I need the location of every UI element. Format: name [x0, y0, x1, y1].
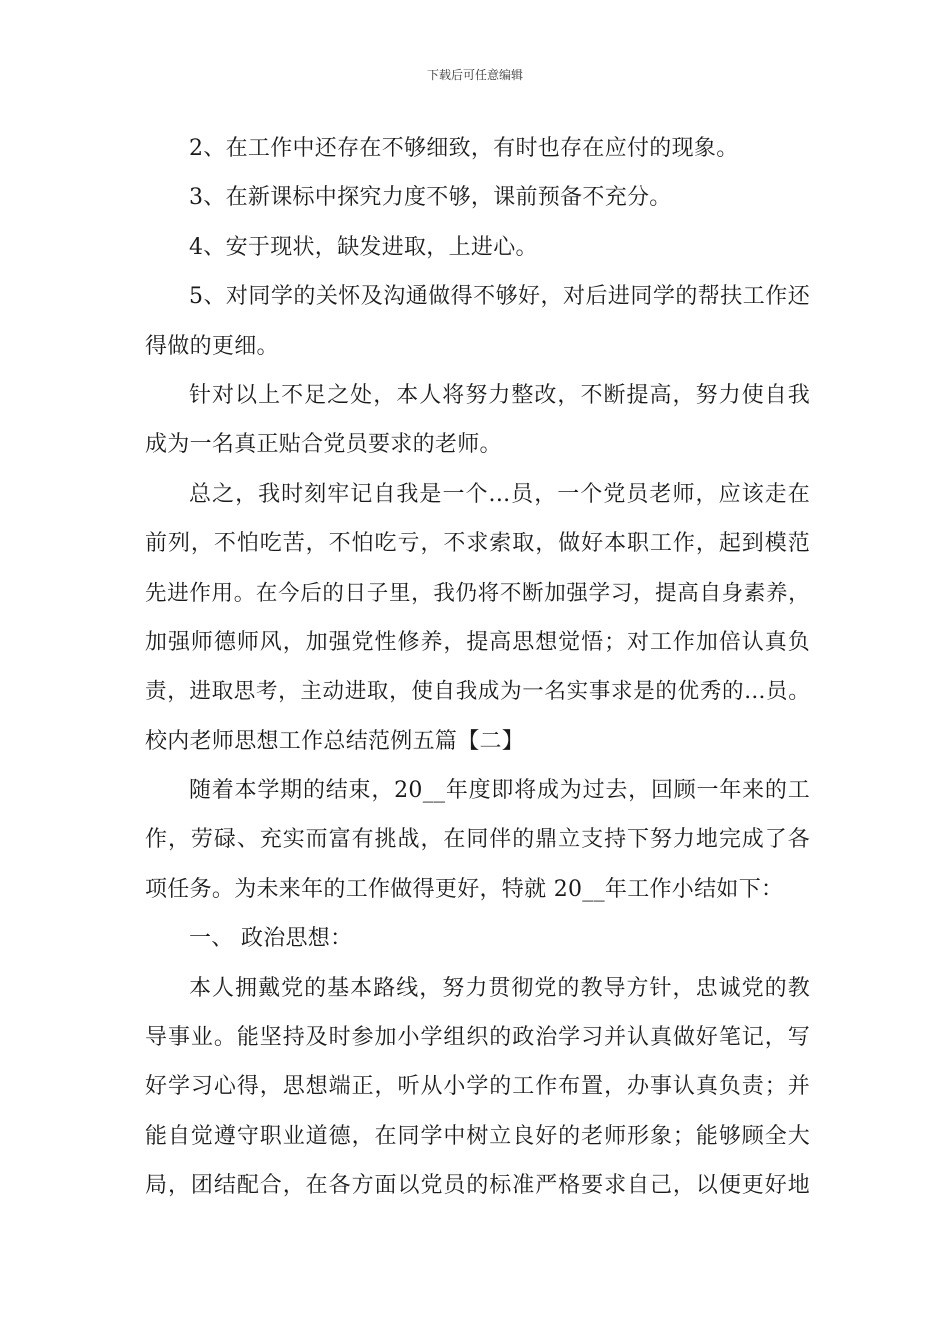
text-line: 2、在工作中还存在不够细致，有时也存在应付的现象。 [189, 136, 739, 161]
text-line: 局，团结配合，在各方面以党员的标准严格要求自己，以便更好地 [145, 1173, 810, 1199]
text-line: 4、安于现状，缺发进取，上进心。 [189, 234, 538, 260]
text-line: 好学习心得，思想端正，听从小学的工作布置，办事认真负责；并 [145, 1074, 810, 1100]
text-line: 一、 政治思想： [189, 926, 353, 952]
text-line: 责，进取思考，主动进取，使自我成为一名实事求是的优秀的...员。 [145, 679, 810, 705]
text-line: 3、在新课标中探究力度不够，课前预备不充分。 [189, 185, 672, 211]
text-line: 随着本学期的结束，20__年度即将成为过去，回顾一年来的工 [189, 778, 810, 804]
text-line: 项任务。为未来年的工作做得更好，特就 20__年工作小结如下： [145, 876, 784, 902]
text-line: 针对以上不足之处，本人将努力整改，不断提高，努力使自我 [189, 382, 810, 408]
page-header: 下载后可任意编辑 [426, 68, 523, 82]
text-line: 校内老师思想工作总结范例五篇【二】 [145, 728, 525, 754]
document-body [145, 124, 810, 1211]
text-line: 成为一名真正贴合党员要求的老师。 [145, 432, 502, 458]
text-line: 总之，我时刻牢记自我是一个...员，一个党员老师，应该走在 [189, 481, 810, 507]
text-line: 前列，不怕吃苦，不怕吃亏，不求索取，做好本职工作，起到模范 [145, 531, 810, 557]
text-line: 先进作用。在今后的日子里，我仍将不断加强学习，提高自身素养， [145, 580, 810, 606]
text-line: 导事业。能坚持及时参加小学组织的政治学习并认真做好笔记，写 [145, 1025, 810, 1051]
text-line: 5、对同学的关怀及沟通做得不够好，对后进同学的帮扶工作还 [189, 284, 810, 310]
text-line: 本人拥戴党的基本路线，努力贯彻党的教导方针，忠诚党的教 [189, 975, 810, 1001]
text-line: 作，劳碌、充实而富有挑战，在同伴的鼎立支持下努力地完成了各 [145, 827, 810, 853]
text-line: 能自觉遵守职业道德，在同学中树立良好的老师形象；能够顾全大 [145, 1123, 810, 1149]
text-line: 得做的更细。 [145, 333, 279, 359]
text-line: 加强师德师风，加强党性修养，提高思想觉悟；对工作加倍认真负 [145, 629, 810, 655]
